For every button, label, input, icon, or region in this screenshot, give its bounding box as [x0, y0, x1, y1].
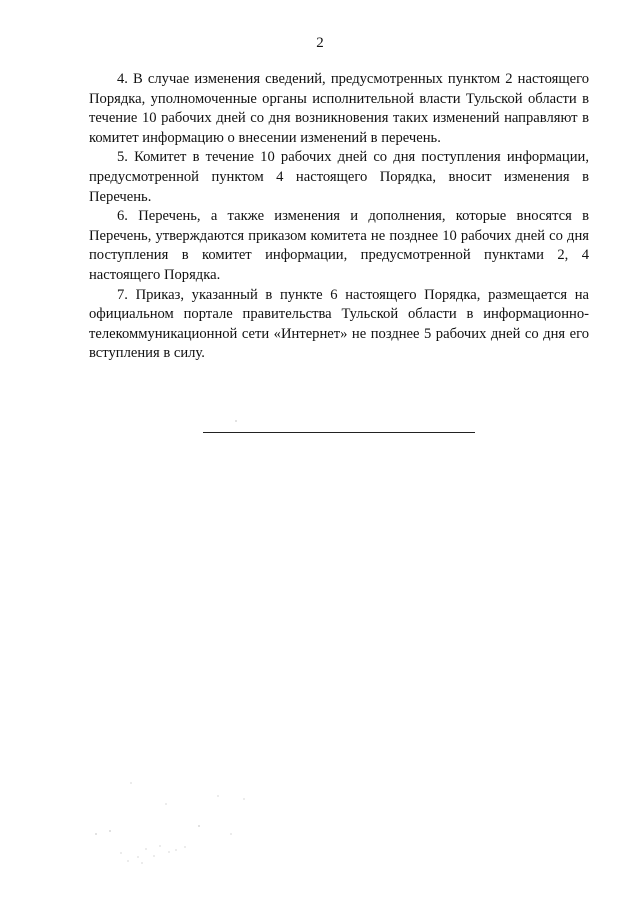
paragraph-6: 6. Перечень, а также изменения и дополнения, которые вносятся в Перечень, утверждаются приказом комитета не позднее 10 рабочих дней со дня поступления в комитет информации, предусмотренной пунктами 2, 4 настоящего Порядка.	[89, 208, 589, 283]
paragraph-5: 5. Комитет в течение 10 рабочих дней со дня поступления информации, предусмотренной пунктом 4 настоящего Порядка, вносит изменения в Перечень.	[89, 149, 589, 205]
paragraph-4: 4. В случае изменения сведений, предусмотренных пунктом 2 настоящего Порядка, уполномоченные органы исполнительной власти Тульской области в течение 10 рабочих дней со дня возникновения таких изменений направляют в комитет информацию о внесении изменений в перечень.	[89, 71, 589, 146]
paragraph-7: 7. Приказ, указанный в пункте 6 настоящего Порядка, размещается на официальном портале правительства Тульской области в информационно-телекоммуникационной сети «Интернет» не позднее 5 рабочих дней со дня его вступления в силу.	[89, 286, 589, 362]
page-number: 2	[316, 35, 324, 51]
